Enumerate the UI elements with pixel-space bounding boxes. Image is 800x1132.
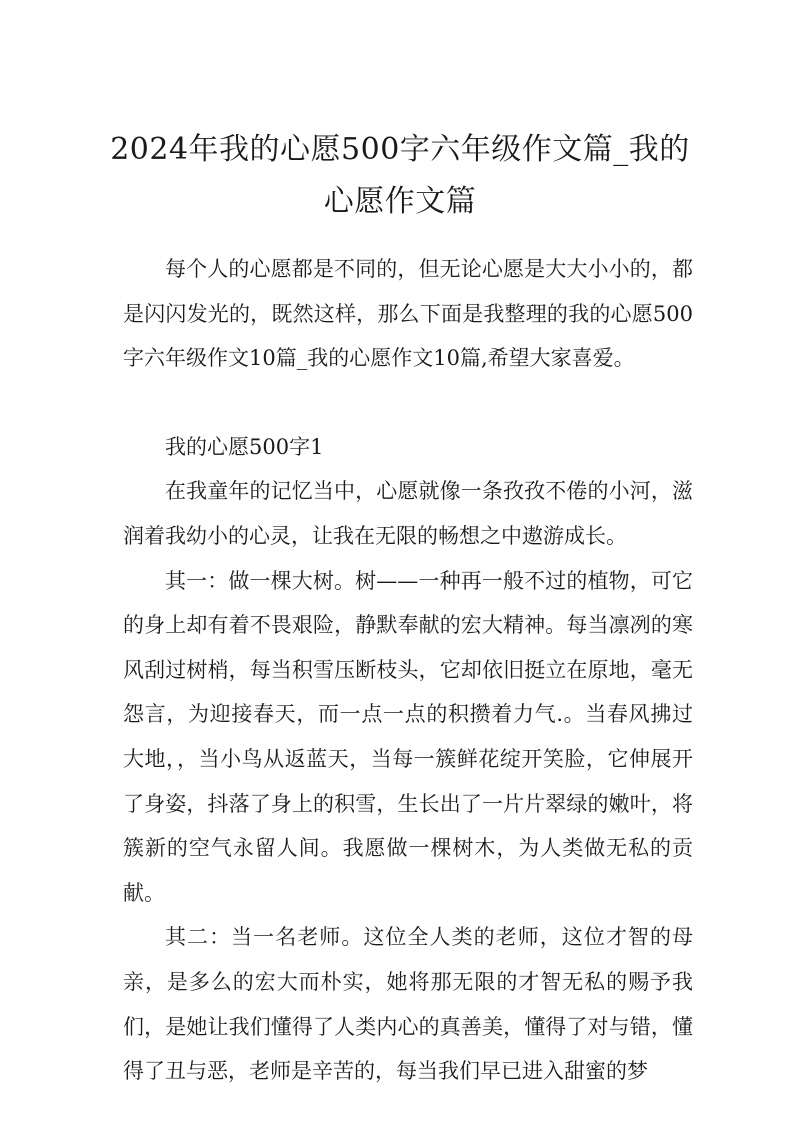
document-body: [123, 247, 693, 1094]
section-heading: 我的心愿500字1: [165, 434, 324, 459]
body-paragraph: 其一：做一棵大树。树——一种再一般不过的植物，可它的身上却有着不畏艰险，静默奉献的宏大精神。每当凛冽的寒风刮过树梢，每当积雪压断枝头，它却依旧挺立在原地，毫无怨言，为迎接春天，而一点一点的积攒着力气.。当春风拂过大地，，当小鸟从返蓝天，当每一簇鲜花绽开笑脸，它伸展开了身姿，抖落了身上的积雪，生长出了一片片翠绿的嫩叶，将簇新的空气永留人间。我愿做一棵树木，为人类做无私的贡献。: [123, 568, 693, 905]
paragraph-gap: [123, 381, 693, 425]
body-paragraph: 其二：当一名老师。这位全人类的老师，这位才智的母亲，是多么的宏大而朴实，她将那无限的才智无私的赐予我们，是她让我们懂得了人类内心的真善美，懂得了对与错，懂得了丑与恶，老师是辛苦的，每当我们早已进入甜蜜的梦: [123, 925, 693, 1084]
document-title: 2024年我的心愿500字六年级作文篇_我的心愿作文篇: [110, 132, 690, 219]
body-paragraph: 在我童年的记忆当中，心愿就像一条孜孜不倦的小河，滋润着我幼小的心灵，让我在无限的畅想之中遨游成长。: [123, 479, 693, 548]
intro-paragraph: 每个人的心愿都是不同的，但无论心愿是大大小小的，都是闪闪发光的，既然这样，那么下面是我整理的我的心愿500字六年级作文10篇_我的心愿作文10篇,希望大家喜爱。: [123, 257, 693, 371]
